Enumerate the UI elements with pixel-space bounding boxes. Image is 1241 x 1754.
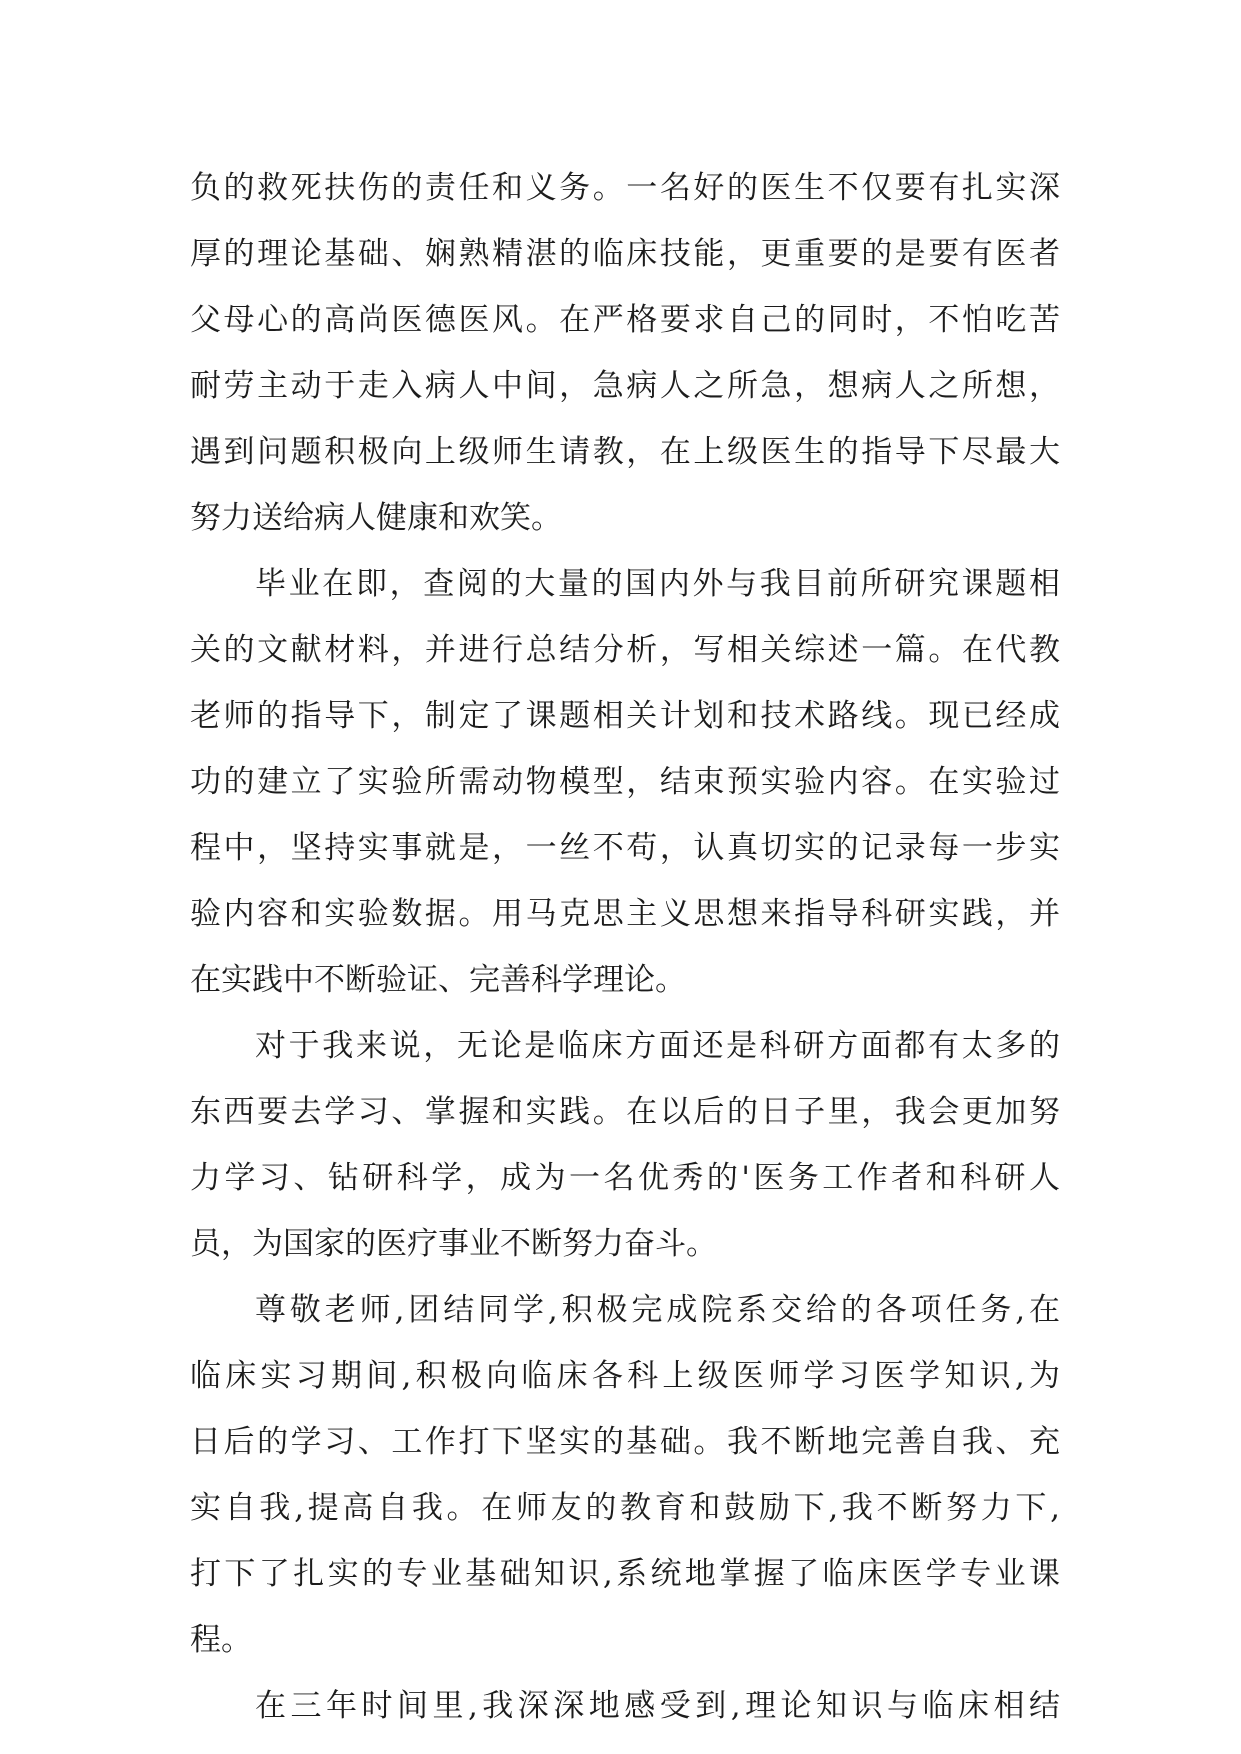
text-line: 耐劳主动于走入病人中间，急病人之所急，想病人之所想，: [190, 368, 1060, 404]
text-line: 临床实习期间,积极向临床各科上级医师学习医学知识,为: [190, 1358, 1060, 1394]
text-line: 程中，坚持实事就是，一丝不苟，认真切实的记录每一步实: [190, 830, 1060, 866]
text-line: 员，为国家的医疗事业不断努力奋斗。: [190, 1226, 717, 1262]
text-line: 功的建立了实验所需动物模型，结束预实验内容。在实验过: [190, 764, 1060, 800]
text-line: 东西要去学习、掌握和实践。在以后的日子里，我会更加努: [190, 1094, 1060, 1130]
paragraph-first-line: 尊敬老师,团结同学,积极完成院系交给的各项任务,在: [255, 1292, 1060, 1328]
text-line: 程。: [190, 1622, 252, 1658]
text-line: 在实践中不断验证、完善科学理论。: [190, 962, 686, 998]
paragraph-first-line: 对于我来说，无论是临床方面还是科研方面都有太多的: [255, 1028, 1060, 1064]
text-line: 实自我,提高自我。在师友的教育和鼓励下,我不断努力下,: [190, 1490, 1060, 1526]
paragraph-first-line: 在三年时间里,我深深地感受到,理论知识与临床相结: [255, 1688, 1060, 1724]
text-line: 验内容和实验数据。用马克思主义思想来指导科研实践，并: [190, 896, 1060, 932]
text-line: 老师的指导下，制定了课题相关计划和技术路线。现已经成: [190, 698, 1060, 734]
text-line: 力学习、钻研科学，成为一名优秀的'医务工作者和科研人: [190, 1160, 1060, 1196]
text-line: 打下了扎实的专业基础知识,系统地掌握了临床医学专业课: [190, 1556, 1060, 1592]
text-line: 厚的理论基础、娴熟精湛的临床技能，更重要的是要有医者: [190, 236, 1060, 272]
text-line: 负的救死扶伤的责任和义务。一名好的医生不仅要有扎实深: [190, 170, 1060, 206]
text-line: 日后的学习、工作打下坚实的基础。我不断地完善自我、充: [190, 1424, 1060, 1460]
text-line: 关的文献材料，并进行总结分析，写相关综述一篇。在代教: [190, 632, 1060, 668]
paragraph-first-line: 毕业在即，查阅的大量的国内外与我目前所研究课题相: [255, 566, 1060, 602]
text-line: 遇到问题积极向上级师生请教，在上级医生的指导下尽最大: [190, 434, 1060, 470]
text-line: 努力送给病人健康和欢笑。: [190, 500, 562, 536]
text-line: 父母心的高尚医德医风。在严格要求自己的同时，不怕吃苦: [190, 302, 1060, 338]
